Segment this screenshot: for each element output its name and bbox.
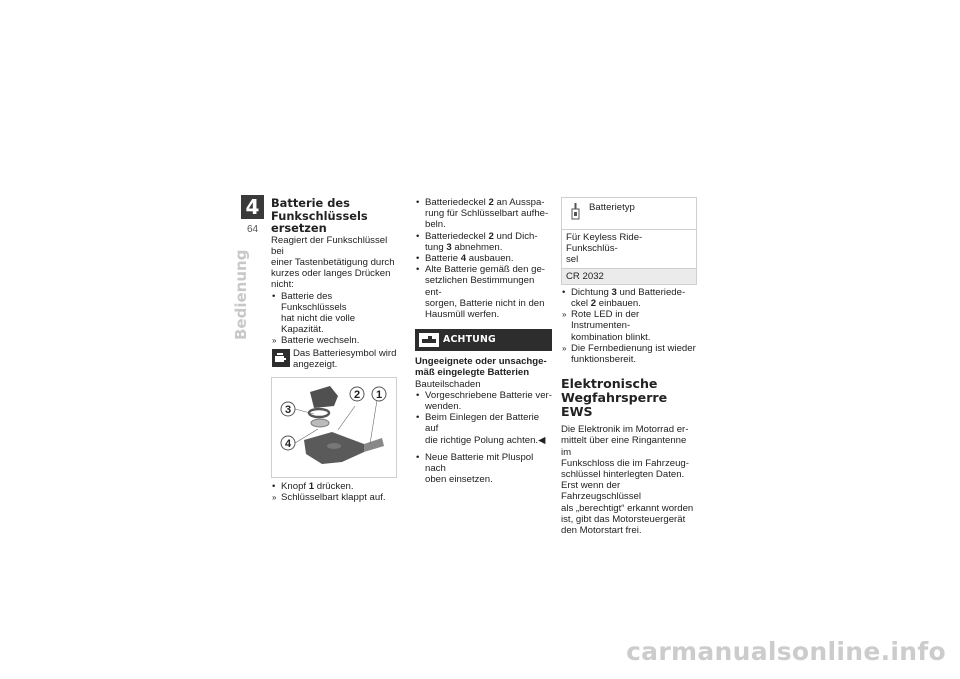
bullet-text: oben einsetzen. <box>425 474 493 486</box>
heading-ews <box>561 377 699 419</box>
bullet-text: hat nicht die volle Kapazität. <box>281 312 356 336</box>
bullet-remove-battery <box>415 253 552 264</box>
bullet-dot: • <box>416 264 420 276</box>
warning-item-use-correct <box>415 390 552 412</box>
result-text: kombination blinkt. <box>571 331 651 343</box>
bullet-text: drücken. <box>314 480 354 492</box>
bullet-press-button <box>271 481 397 492</box>
bullet-text: rung für Schlüsselbart aufhe- <box>425 208 549 220</box>
column-1 <box>271 197 397 503</box>
bullet-text: Hausmüll werfen. <box>425 309 500 321</box>
body-line: Die Elektronik im Motorrad er- <box>561 424 689 436</box>
bullet-text: und Dich- <box>493 230 538 242</box>
bullet-text: Beim Einlegen der Batterie auf <box>425 412 540 435</box>
body-line: ist, gibt das Motorsteuergerät <box>561 513 686 525</box>
warning-title-line: mäß eingelegte Batterien <box>415 367 530 379</box>
callout-3: 3 <box>284 403 292 416</box>
step-change-battery <box>271 335 397 346</box>
spec-value: CR 2032 <box>566 270 604 282</box>
heading-line-2: Funkschlüssels ersetzen <box>271 208 368 235</box>
bullet-text: Alte Batterie gemäß den ge- <box>425 264 545 276</box>
body-line: den Motorstart frei. <box>561 525 642 537</box>
result-remote-ready <box>561 343 699 365</box>
ews-body-text <box>561 424 699 536</box>
section-side-label: Bedienung <box>232 249 250 340</box>
result-text: funktionsbereit. <box>571 354 637 366</box>
bullet-dot: • <box>416 230 420 242</box>
bullet-capacity <box>271 291 397 336</box>
intro-line: kurzes oder langes Drücken <box>271 268 391 280</box>
body-line: Erst wenn der Fahrzeugschlüssel <box>561 480 641 503</box>
result-led-flashes <box>561 309 699 343</box>
step-text: Batterie wechseln. <box>281 335 360 347</box>
step-arrow: » <box>272 336 277 346</box>
spec-header: Batterietyp <box>589 202 635 213</box>
spec-label: Für Keyless Ride-Funkschlüs- <box>566 232 643 255</box>
key-fob-illustration <box>271 377 397 478</box>
body-line: mittelt über eine Ringantenne im <box>561 435 687 458</box>
bullet-dot: • <box>416 412 420 424</box>
battery-key-icon <box>272 349 290 367</box>
part-number: 1 <box>308 480 315 492</box>
intro-text <box>271 235 397 291</box>
bullet-dispose-battery <box>415 264 552 320</box>
heading-battery-replace <box>271 197 397 235</box>
bullet-dot: • <box>416 197 420 208</box>
result-key-opens <box>271 492 397 503</box>
body-line: schlüssel hinterlegten Daten. <box>561 469 685 481</box>
heading-line-1: Elektronische <box>561 376 658 392</box>
spec-label-cell <box>562 230 697 269</box>
bullet-text: und Batteriede- <box>616 286 686 298</box>
bullet-dot: • <box>562 286 566 298</box>
callout-2: 2 <box>353 388 361 401</box>
spec-label: sel <box>566 254 579 266</box>
warning-item-polarity <box>415 412 552 446</box>
bullet-text: beln. <box>425 219 446 231</box>
column-3 <box>561 197 699 536</box>
bullet-dot: • <box>416 389 420 401</box>
callout-1: 1 <box>375 388 383 401</box>
warning-label: ACHTUNG <box>443 334 496 346</box>
warning-banner <box>415 329 552 351</box>
end-marker-icon: ◀ <box>538 434 546 446</box>
body-line: Funkschloss die im Fahrzeug- <box>561 457 689 469</box>
heading-line-1: Batterie des <box>271 196 350 210</box>
intro-line: einer Tastenbetätigung durch <box>271 256 395 268</box>
bullet-text: Neue Batterie mit Pluspol nach <box>425 451 534 475</box>
bullet-text: Batteriedeckel <box>425 197 489 208</box>
bullet-remove-cover <box>415 231 552 253</box>
chapter-number: 4 <box>245 195 260 219</box>
part-number: 3 <box>446 241 452 253</box>
bullet-text: sorgen, Batterie nicht in den <box>425 297 545 309</box>
watermark: carmanualsonline.info <box>626 637 946 666</box>
warning-consequence: Bauteilschaden <box>415 378 481 390</box>
warning-title-line: Ungeeignete oder unsachge- <box>415 356 547 368</box>
page-number: 64 <box>246 224 259 235</box>
column-2 <box>415 197 552 485</box>
note-text: angezeigt. <box>293 358 338 370</box>
bullet-text: Dichtung <box>571 286 612 298</box>
part-number: 2 <box>488 197 494 208</box>
bullet-dot: • <box>272 480 276 492</box>
bullet-install-seal <box>561 287 699 309</box>
heading-line-2: Wegfahrsperre EWS <box>561 390 668 420</box>
bullet-insert-battery <box>415 452 552 486</box>
tool-icon <box>571 203 580 220</box>
body-line: als „berechtigt“ erkannt worden <box>561 502 694 514</box>
intro-line: Reagiert der Funkschlüssel bei <box>271 234 388 257</box>
battery-spec-table <box>561 197 697 285</box>
bullet-dot: • <box>272 290 276 302</box>
step-arrow: » <box>562 310 567 320</box>
step-arrow: » <box>562 343 567 353</box>
chapter-number-box <box>241 195 264 219</box>
bullet-text: setzlichen Bestimmungen ent- <box>425 275 535 298</box>
bullet-text: ckel <box>571 298 591 310</box>
result-text: Rote LED in der Instrumenten- <box>571 309 640 332</box>
bullet-text: wenden. <box>425 401 462 413</box>
step-arrow: » <box>272 493 277 503</box>
bullet-text: Batteriedeckel <box>425 230 489 242</box>
part-number: 4 <box>460 253 467 265</box>
bullet-dot: • <box>416 451 420 463</box>
result-text: Die Fernbedienung ist wieder <box>571 342 696 354</box>
warning-title <box>415 356 552 378</box>
bullet-text: Vorgeschriebene Batterie ver- <box>425 389 552 401</box>
bullet-text: Knopf <box>281 480 309 492</box>
warning-hand-icon <box>419 333 439 347</box>
bullet-text: abnehmen. <box>451 241 503 253</box>
bullet-dot: • <box>416 253 420 265</box>
bullet-text: einbauen. <box>596 298 641 310</box>
bullet-text: ausbauen. <box>466 253 514 265</box>
spec-value-cell <box>562 268 697 284</box>
battery-symbol-note <box>271 348 397 370</box>
bullet-text: an Ausspa- <box>493 197 545 208</box>
intro-line: nicht: <box>271 279 294 291</box>
bullet-text: Batterie des Funkschlüssels <box>281 290 347 313</box>
bullet-lever-cover <box>415 197 552 231</box>
bullet-text: die richtige Polung achten. <box>425 434 539 446</box>
bullet-text: Batterie <box>425 253 461 265</box>
part-number: 2 <box>590 298 597 310</box>
spec-header-cell <box>562 198 697 230</box>
bullet-text: tung <box>425 241 447 253</box>
part-number: 3 <box>611 286 617 298</box>
callout-4: 4 <box>284 437 292 450</box>
key-fob-drawing <box>272 378 396 477</box>
part-number: 2 <box>488 230 494 242</box>
note-text: Das Batteriesymbol wird <box>293 347 397 359</box>
result-text: Schlüsselbart klappt auf. <box>281 492 386 504</box>
